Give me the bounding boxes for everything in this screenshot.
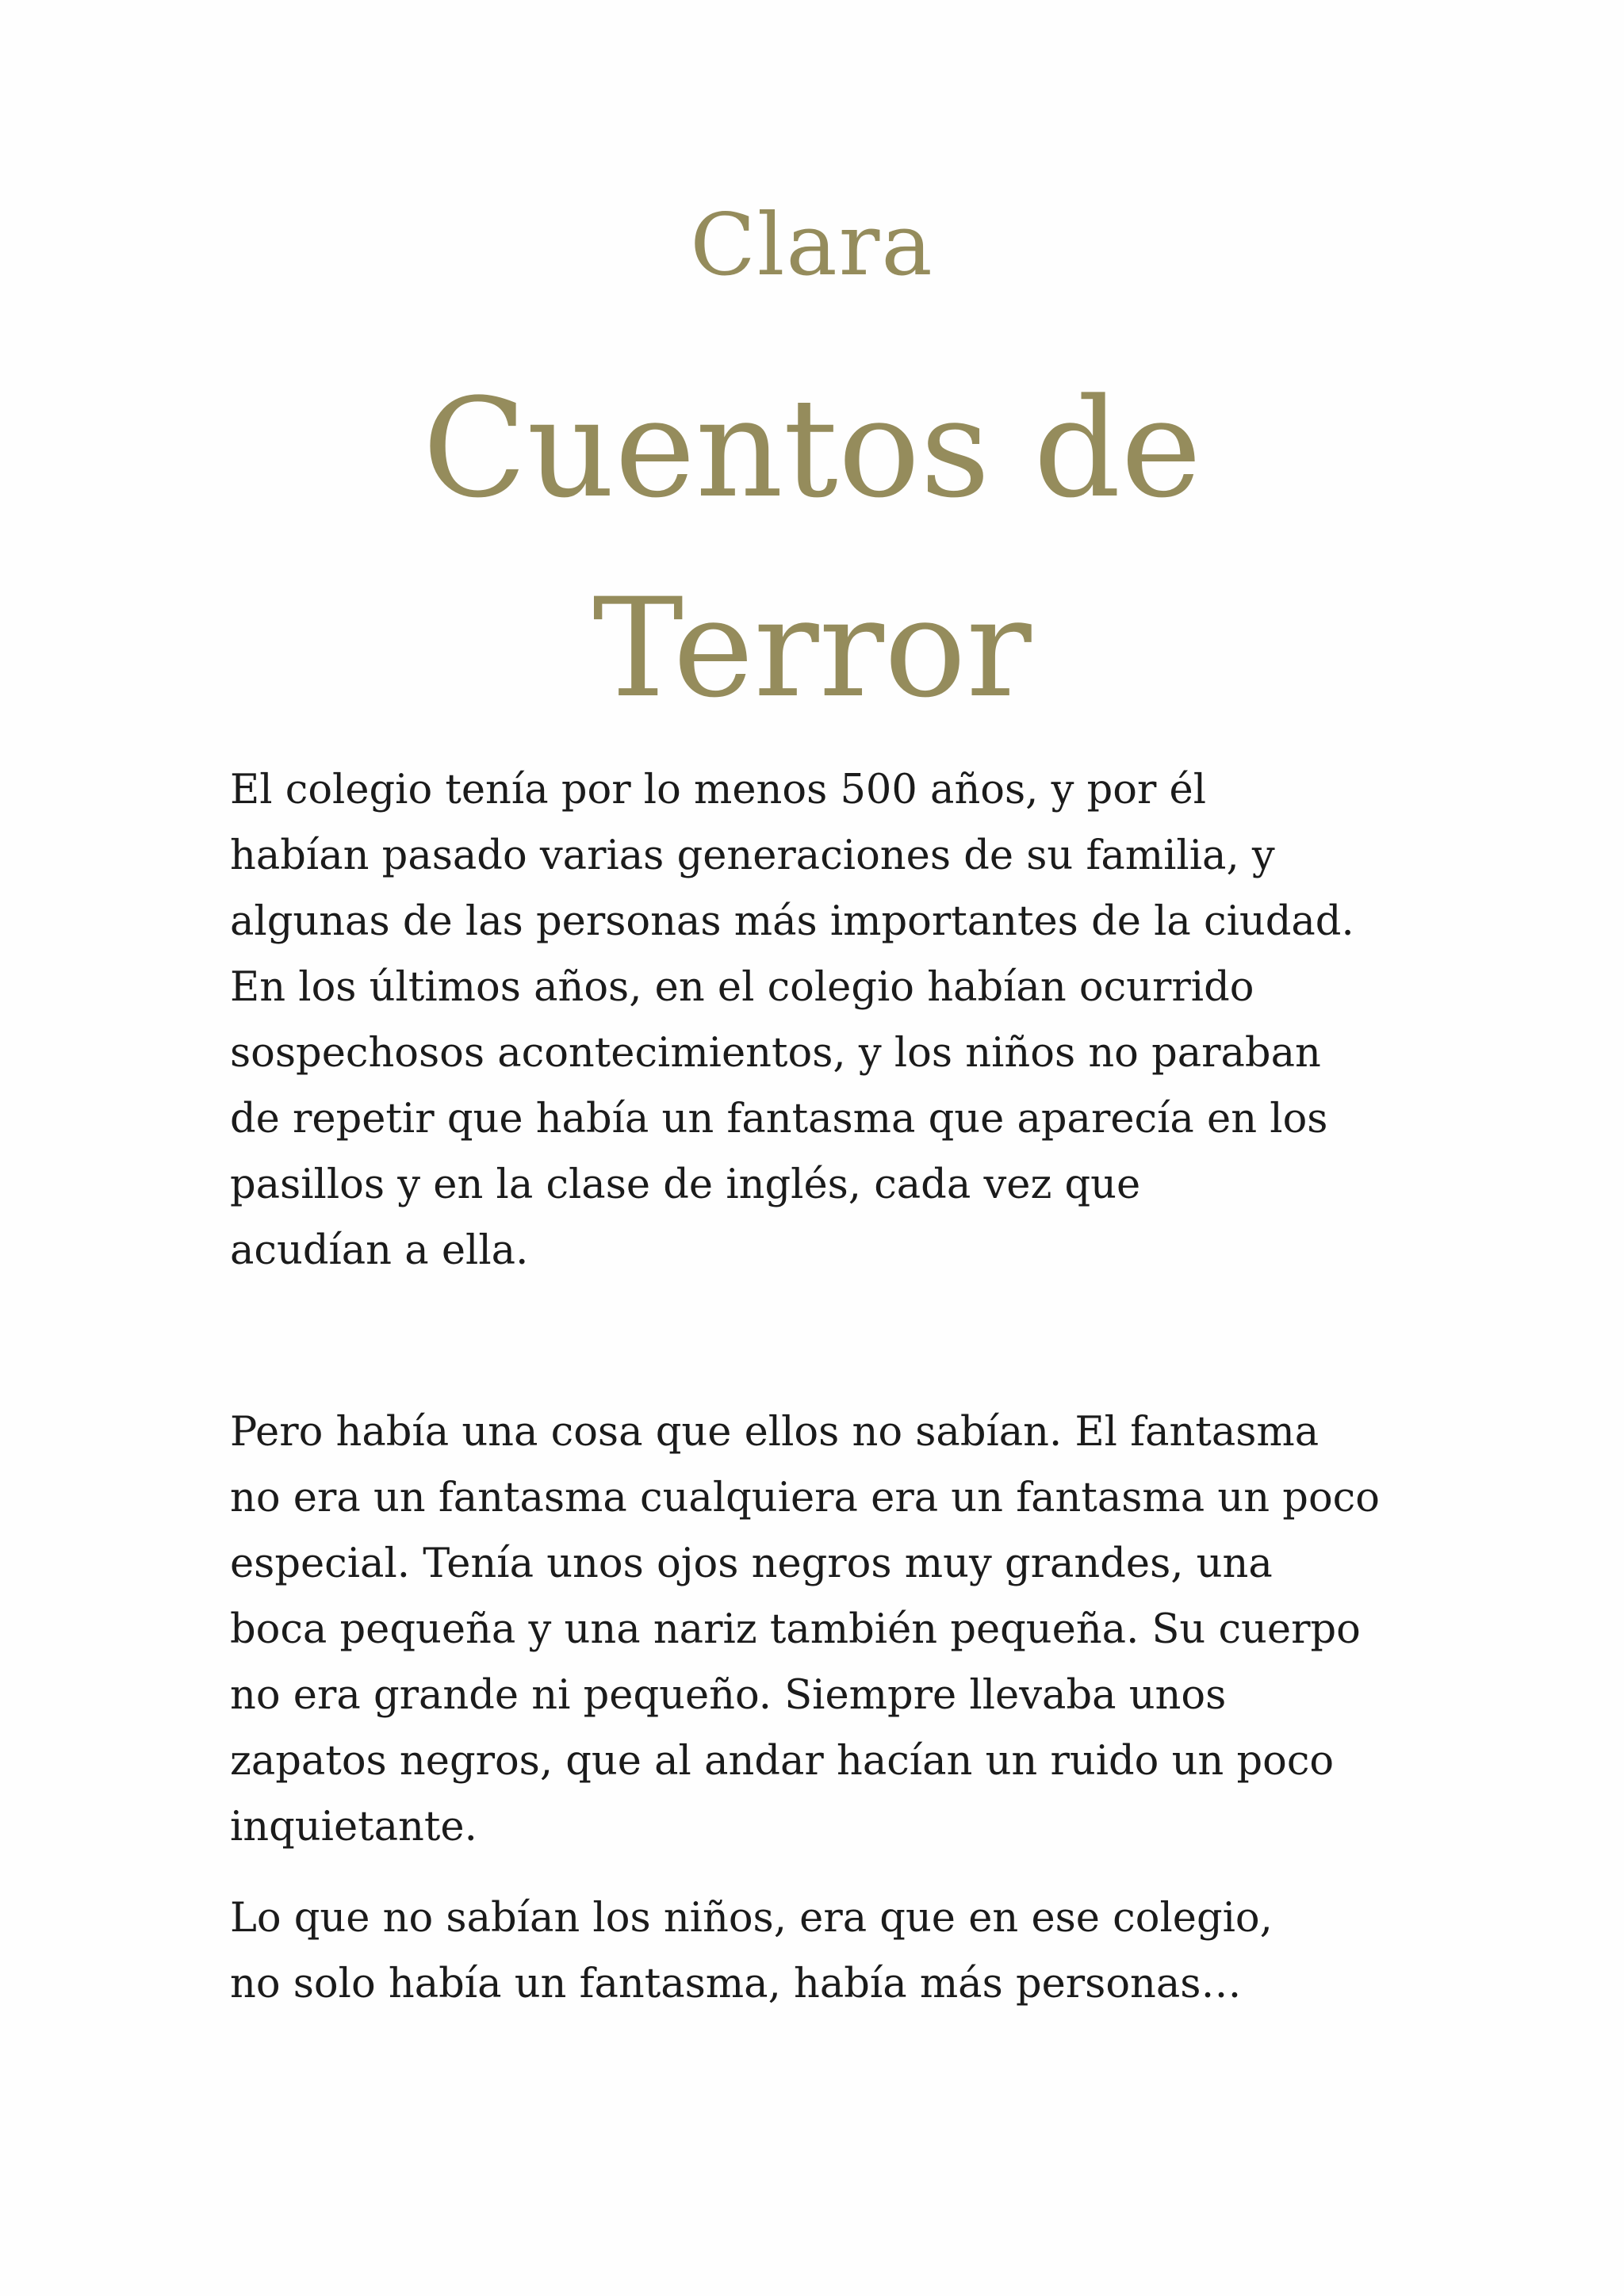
text-line: Lo que no sabían los niños, era que en ese colegio, bbox=[230, 1895, 1273, 1942]
author-name: Clara bbox=[690, 196, 934, 295]
text-line: El colegio tenía por lo menos 500 años, y por él bbox=[230, 767, 1207, 813]
text-line: zapatos negros, que al andar hacían un ruido un poco bbox=[230, 1738, 1335, 1785]
text-line: no era grande ni pequeño. Siempre llevaba unos bbox=[230, 1672, 1227, 1719]
text-line: pasillos y en la clase de inglés, cada vez que bbox=[230, 1161, 1141, 1208]
text-line: sospechosos acontecimientos, y los niños no paraban bbox=[230, 1030, 1321, 1077]
text-line: de repetir que había un fantasma que aparecía en los bbox=[230, 1096, 1328, 1142]
text-line: no solo había un fantasma, había más personas… bbox=[230, 1961, 1242, 2007]
paragraph-2 bbox=[230, 1399, 1411, 1860]
paragraph-1 bbox=[230, 757, 1411, 1284]
text-line: inquietante. bbox=[230, 1804, 477, 1850]
title-line: Terror bbox=[592, 568, 1032, 728]
text-line: acudían a ella. bbox=[230, 1227, 529, 1274]
text-line: no era un fantasma cualquiera era un fantasma un poco bbox=[230, 1475, 1380, 1521]
title-line: Cuentos de bbox=[422, 369, 1202, 528]
document-title bbox=[0, 349, 1624, 748]
text-line: especial. Tenía unos ojos negros muy grandes, una bbox=[230, 1540, 1273, 1587]
text-line: algunas de las personas más importantes de la ciudad. bbox=[230, 898, 1354, 945]
paragraph-3 bbox=[230, 1885, 1411, 2017]
text-line: boca pequeña y una nariz también pequeña. Su cuerpo bbox=[230, 1606, 1361, 1653]
text-line: habían pasado varias generaciones de su familia, y bbox=[230, 832, 1275, 879]
text-line: En los últimos años, en el colegio habían ocurrido bbox=[230, 964, 1254, 1011]
text-line: Pero había una cosa que ellos no sabían. El fantasma bbox=[230, 1409, 1320, 1456]
